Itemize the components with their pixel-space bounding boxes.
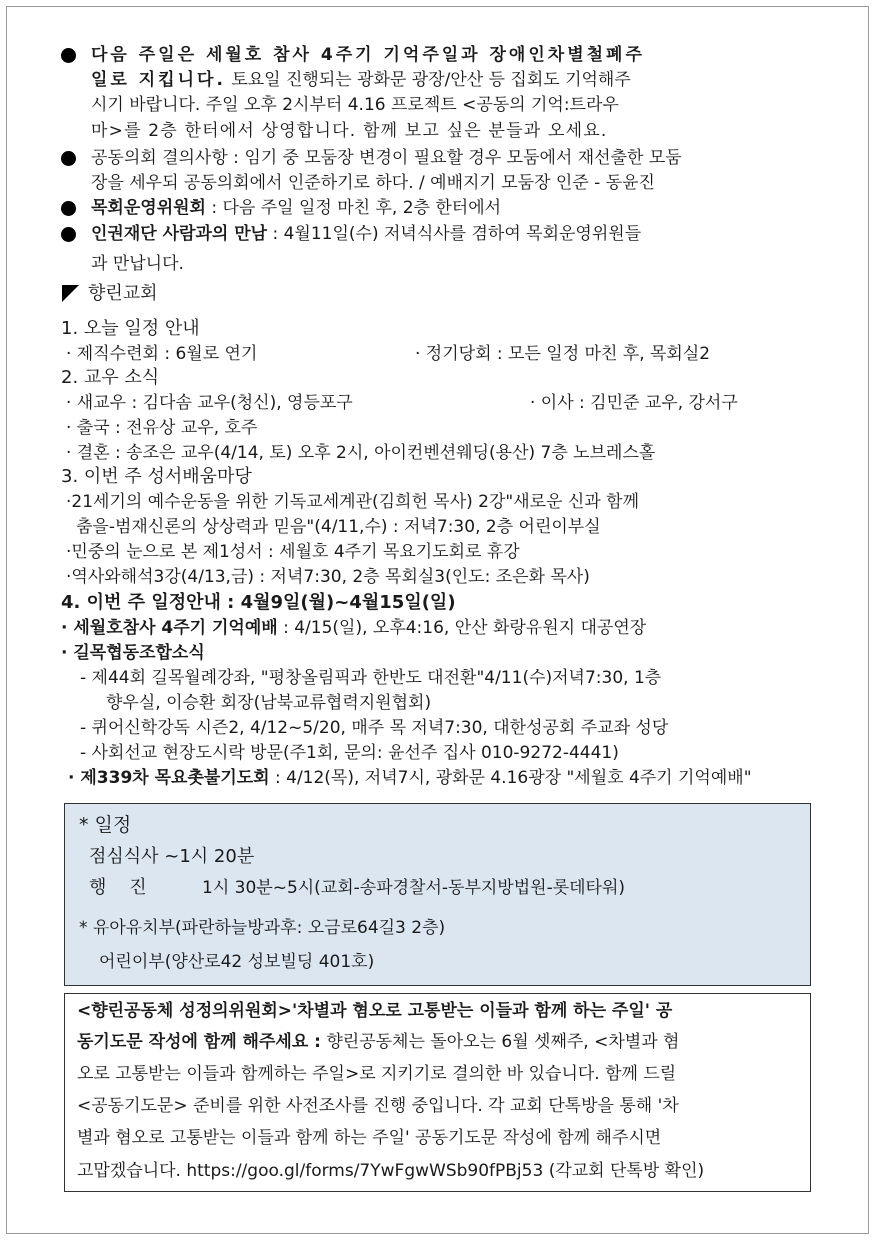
s4-coop-heading: · 길목협동조합소식 bbox=[61, 643, 205, 663]
triangle-marker-icon bbox=[62, 285, 79, 302]
s4-coop-item-1-line-1: - 제44회 길목월례강좌, "평창올림픽과 한반도 대전환"4/11(수)저녁7:30, 1층 bbox=[80, 668, 662, 688]
notice-1-rest: 토요일 진행되는 광화문 광장/안산 등 집회도 기억해주 bbox=[225, 70, 631, 90]
s4-sewol bbox=[61, 617, 646, 639]
notice-4-rest: : 4월11일(수) 저녁식사를 겸하여 목회운영위원들 bbox=[267, 224, 642, 244]
s2-wedding: · 결혼 : 송조은 교우(4/14, 토) 오후 2시, 아이컨벤션웨딩(용산) 7층 노브레스홀 bbox=[66, 443, 656, 463]
bullet-icon bbox=[61, 151, 76, 166]
prayer-line-6: 고맙겠습니다. https://goo.gl/forms/7YwFgwWSb90fPBj53 (각교회 단톡방 확인) bbox=[77, 1161, 705, 1181]
notice-4-line-1 bbox=[91, 223, 641, 245]
bullet-icon bbox=[61, 48, 76, 63]
notice-3 bbox=[91, 197, 501, 219]
prayer-line-5: 별과 혐오로 고통받는 이들과 함께 하는 주일' 공동기도문 작성에 함께 해주시면 bbox=[77, 1128, 662, 1148]
bullet-icon bbox=[61, 201, 76, 216]
notice-1-bold: 일로 지킵니다. bbox=[91, 70, 226, 90]
notice-2-line-1: 공동의회 결의사항 : 임기 중 모둠장 변경이 필요할 경우 모둠에서 재선출한 모둠 bbox=[91, 148, 682, 168]
s4-heading: 4. 이번 주 일정안내 : 4월9일(월)~4월15일(일) bbox=[61, 592, 456, 613]
s1-heading: 1. 오늘 일정 안내 bbox=[61, 318, 200, 339]
schedule-box bbox=[64, 803, 811, 986]
prayer-line-1: <향린공동체 성정의위원회>'차별과 혐오로 고통받는 이들과 함께 하는 주일' 공 bbox=[77, 1001, 673, 1021]
notice-1-line-3: 시기 바랍니다. 주일 오후 2시부터 4.16 프로젝트 <공동의 기억:트라우 bbox=[91, 95, 619, 115]
s2-move: · 이사 : 김민준 교우, 강서구 bbox=[530, 393, 738, 413]
s3-item-a-line-2: 춤을-범재신론의 상상력과 믿음"(4/11,수) : 저녁7:30, 2층 어린이부실 bbox=[76, 517, 601, 537]
prayer-notice-box bbox=[64, 993, 811, 1192]
notice-4-line-2: 과 만납니다. bbox=[91, 254, 184, 274]
s3-item-c: ·역사와해석3강(4/13,금) : 저녁7:30, 2층 목회실3(인도: 조은화 목사) bbox=[66, 567, 590, 587]
prayer-line-2 bbox=[77, 1031, 679, 1053]
prayer-line-2-bold: 동기도문 작성에 함께 해주세요 : bbox=[77, 1032, 321, 1052]
prayer-line-2-rest: 향린공동체는 돌아오는 6월 셋째주, <차별과 혐 bbox=[320, 1032, 680, 1052]
notice-2-line-2: 장을 세우되 공동의회에서 인준하기로 하다. / 예배지기 모둠장 인준 - 동윤진 bbox=[91, 173, 655, 193]
s4-sewol-bold: · 세월호참사 4주기 기억예배 bbox=[61, 618, 278, 638]
s4-coop-item-3: - 사회선교 현장도시락 방문(주1회, 문의: 윤선주 집사 010-9272-4441) bbox=[80, 743, 619, 763]
s1-right: · 정기당회 : 모든 일정 마친 후, 목회실2 bbox=[415, 344, 711, 364]
prayer-line-4: <공동기도문> 준비를 위한 사전조사를 진행 중입니다. 각 교회 단톡방을 통해 '차 bbox=[77, 1096, 679, 1116]
s4-vigil bbox=[68, 767, 752, 789]
s3-item-a-line-1: ·21세기의 예수운동을 위한 기독교세계관(김희헌 목사) 2강"새로운 신과 함께 bbox=[66, 492, 639, 512]
schedule-title: * 일정 bbox=[79, 814, 132, 836]
schedule-march-value: 1시 30분~5시(교회-송파경찰서-동부지방법원-롯데타워) bbox=[202, 878, 626, 898]
notice-4-bold: 인권재단 사람과의 만남 bbox=[91, 224, 268, 244]
section-title: 향린교회 bbox=[88, 283, 158, 304]
schedule-lunch: 점심식사 ~1시 20분 bbox=[89, 846, 255, 867]
schedule-kinder: * 유아유치부(파란하늘방과후: 오금로64길3 2층) bbox=[79, 918, 446, 938]
s1-left: · 제직수련회 : 6월로 연기 bbox=[66, 344, 258, 364]
bullet-icon bbox=[61, 227, 76, 242]
notice-3-bold: 목회운영위원회 bbox=[91, 198, 206, 218]
notice-1-line-2 bbox=[91, 69, 631, 91]
notice-3-rest: : 다음 주일 일정 마친 후, 2층 한터에서 bbox=[205, 198, 502, 218]
notice-1-line-4: 마>를 2층 한터에서 상영합니다. 함께 보고 싶은 분들과 오세요. bbox=[91, 121, 608, 141]
s4-vigil-bold: · 제339차 목요촛불기도회 bbox=[68, 768, 270, 788]
s4-sewol-rest: : 4/15(일), 오후4:16, 안산 화랑유원지 대공연장 bbox=[277, 618, 647, 638]
schedule-children: 어린이부(양산로42 성보빌딩 401호) bbox=[99, 952, 375, 972]
notice-1-line-1: 다음 주일은 세월호 참사 4주기 기억주일과 장애인차별철폐주 bbox=[91, 45, 645, 65]
s4-vigil-rest: : 4/12(목), 저녁7시, 광화문 4.16광장 "세월호 4주기 기억예배" bbox=[269, 768, 752, 788]
s4-coop-item-2: - 퀴어신학강독 시즌2, 4/12~5/20, 매주 목 저녁7:30, 대한성공회 주교좌 성당 bbox=[80, 718, 669, 738]
s3-heading: 3. 이번 주 성서배움마당 bbox=[61, 466, 252, 487]
schedule-march-label: 행 진 bbox=[89, 877, 147, 898]
s2-trip: · 출국 : 전유상 교우, 호주 bbox=[66, 418, 258, 438]
s4-coop-item-1-line-2: 향우실, 이승환 회장(남북교류협력지원협회) bbox=[106, 693, 432, 713]
s2-heading: 2. 교우 소식 bbox=[61, 367, 160, 388]
s3-item-b: ·민중의 눈으로 본 제1성서 : 세월호 4주기 목요기도회로 휴강 bbox=[66, 542, 520, 562]
s2-new-member: · 새교우 : 김다솜 교우(청신), 영등포구 bbox=[66, 393, 353, 413]
prayer-line-3: 오로 고통받는 이들과 함께하는 주일>로 지키기로 결의한 바 있습니다. 함께 드릴 bbox=[77, 1064, 677, 1084]
